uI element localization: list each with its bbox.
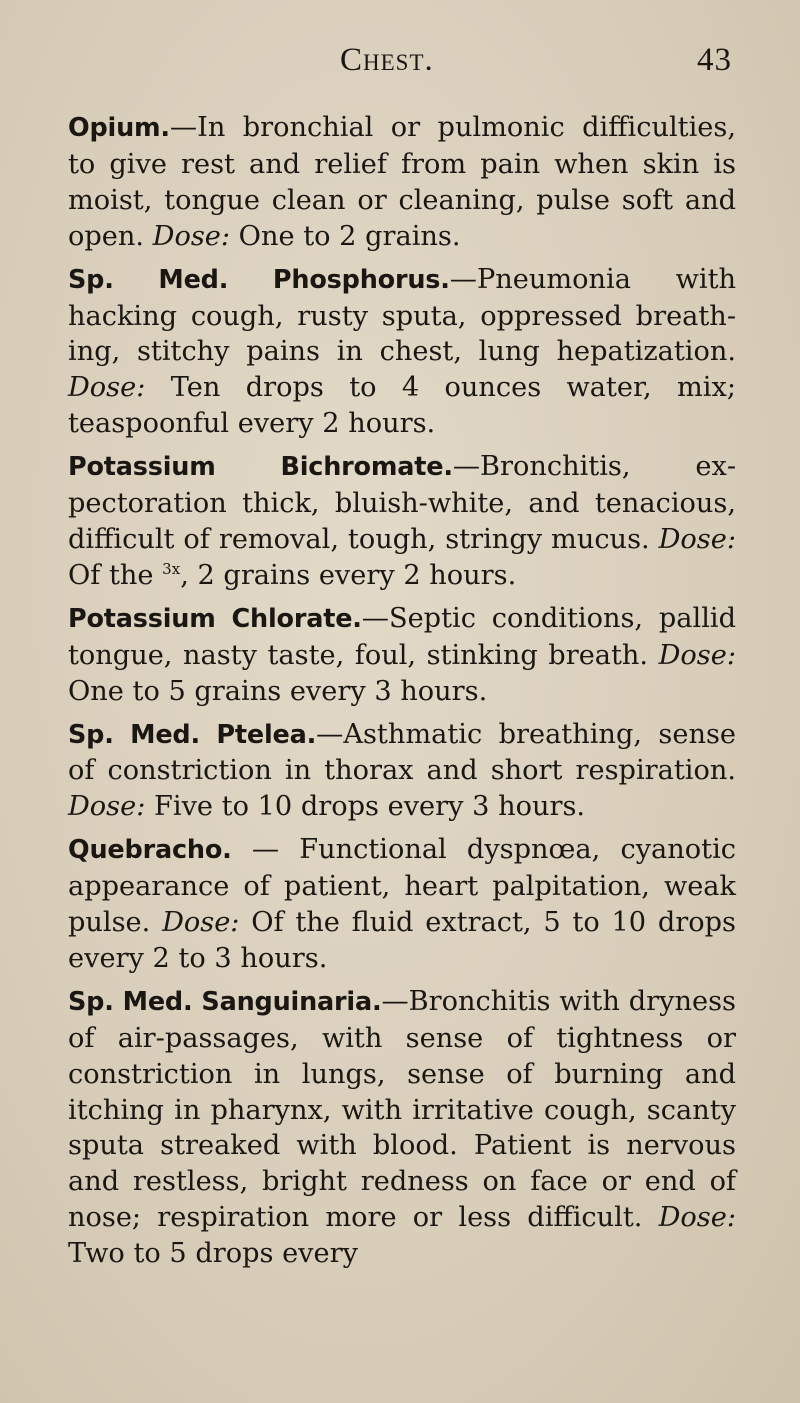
entry-quebracho [68,832,736,977]
entry-description: —Asthmatic breathing, sense of constriction in thorax and short respiration. [68,718,737,787]
dose-label: Dose: [658,523,736,555]
entry-description: — Functional dyspnœa, cyanotic appearance of patient, heart palpitation, weak pulse. [68,834,736,939]
dose-text: Of the [68,559,163,591]
entry-description: —Septic conditions, pallid tongue, nasty taste, foul, stinking breath. [68,602,736,671]
dose-text: Ten drops to 4 ounces water, mix; teaspoonful every 2 hours. [68,372,736,440]
entry-term: Sp. Med. Sanguinaria. [68,986,382,1017]
dose-text: One to 5 grains every 3 hours. [68,675,488,707]
dose-label: Dose: [152,220,231,252]
entry-description: —Pneumonia with hacking cough, rusty sputa, oppressed breathing, stitchy pains in chest, lung hepatization. [68,263,736,368]
chapter-title: Chest. [340,42,434,78]
entry-term: Sp. Med. Phosphorus. [68,264,450,295]
entry-term: Quebracho. [68,835,232,866]
entry-ptelea [68,717,736,826]
dose-text: One to 2 grains. [230,220,461,252]
dose-text-continued: , 2 grains every 2 hours. [180,559,517,591]
entry-description: —Bronchitis with dryness of air-passages, with sense of tightness or constriction in lungs, sense of burning and itching in pharynx, with irritative cough, scanty sputa streaked with blood. Patient is nervous and restless, bright redness on face or end of nose; respiration more or less difficult. [68,985,737,1234]
dose-label: Dose: [162,907,240,939]
entry-description: —Bronchitis, expectoration thick, bluish-white, and tenacious, difficult of removal, tough, stringy mucus. [68,451,736,555]
dose-label: Dose: [658,1202,736,1234]
entry-potassium-chlorate [68,601,736,710]
dose-text: Five to 10 drops every 3 hours. [145,791,586,823]
page-number: 43 [697,42,732,78]
running-head [340,42,732,82]
entry-potassium-bichromate [68,449,736,594]
dose-label: Dose: [658,639,736,671]
dose-label: Dose: [68,791,146,823]
dose-text: Two to 5 drops every [68,1238,358,1270]
potency-superscript: 3x [162,559,181,578]
entry-opium [68,110,736,255]
entry-term: Potassium Chlorate. [68,603,362,634]
entry-sanguinaria [68,984,736,1272]
entry-term: Opium. [68,113,170,143]
entry-description: —In bronchial or pulmonic difficulties, to give rest and relief from pain when skin is moist, tongue clean or cleaning, pulse soft and open. [68,112,736,252]
entry-term: Potassium Bichromate. [68,452,453,483]
entry-term: Sp. Med. Ptelea. [68,719,317,750]
body-text [68,110,736,1279]
dose-label: Dose: [68,372,146,404]
entry-phosphorus [68,262,736,443]
dose-text: Of the fluid extract, 5 to 10 drops every 2 to 3 hours. [68,907,736,974]
